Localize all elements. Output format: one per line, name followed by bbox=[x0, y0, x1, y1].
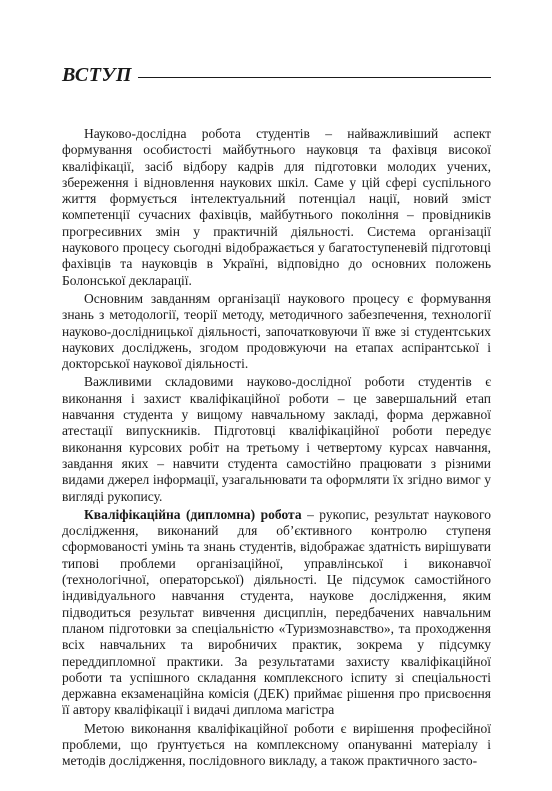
paragraph-text: – рукопис, результат наукового дослідження, виконаний для об’єктивного контролю ступеня сформованості умінь та знань студентів, відображає здатність вирішувати типові проблеми організаційної, управлінської і виконавчої (технологічної, операторської) діяльності. Це підсумок самостійного індивідуального навчання студента, наукове дослідження, яким підводиться результат вивчення дисциплін, передбачених навчальним планом підготовки за спеціальністю «Туризмознавство», та проходження всіх навчальних та виробничих практик, зокрема у підсумку переддипломної практики. За результатами захисту кваліфікаційної роботи та успішного складання комплексного іспиту зі спеціальності державна екзаменаційна комісія (ДЕК) приймає рішення про присвоєння її автору кваліфікації і видачі диплома магістра bbox=[62, 506, 491, 718]
paragraph-text: Науково-дослідна робота студентів – найважливіший аспект формування особистості майбутнього науковця та фахівця високої кваліфікації, засіб відбору кадрів для підготовки молодих учених, збереження і відновлення наукових шкіл. Саме у цій сфері суспільного життя формується інтелектуальний потенціал нації, новий зміст компетенції сучасних фахівців, майбутнього покоління – провідників прогресивних змін у практичній діяльності. Система організації наукового процесу сьогодні відображається у багатоступеневій підготовці фахівців та науковців в Україні, відповідно до основних положень Болонської декларації. bbox=[62, 126, 491, 288]
paragraph-goal bbox=[62, 721, 491, 770]
paragraph-main-task bbox=[62, 291, 491, 372]
paragraph-definition bbox=[62, 507, 491, 719]
defined-term: Кваліфікаційна (дипломна) робота bbox=[84, 506, 302, 522]
paragraph-intro bbox=[62, 126, 491, 289]
heading-row bbox=[62, 56, 491, 86]
paragraph-text: Основним завданням організації наукового процесу є формування знань з методології, теорії методу, методичного забезпечення, технології науково-дослідницької діяльності, започатковуючи її вже зі студентських наукових досліджень, згодом продовжуючи на етапах аспірантської і докторської наукової діяльності. bbox=[62, 290, 491, 372]
paragraph-text: Метою виконання кваліфікаційної роботи є вирішення професійної проблеми, що ґрунтується на комплексному опануванні матеріалу і методів дослідження, послідовного викладу, а також практичного засто- bbox=[62, 720, 491, 769]
paragraph-text: Важливими складовими науково-дослідної роботи студентів є виконання і захист кваліфікаційної роботи – це завершальний етап навчання студента у вищому навчальному закладі, форма державної атестації випускників. Підготовці кваліфікаційної роботи передує виконання курсових робіт на третьому і четвертому курсах навчання, завдання яких – навчити студента самостійно працювати з різними видами джерел інформації, узагальнювати та оформляти їх згідно вимог у вигляді рукопису. bbox=[62, 374, 491, 504]
page-title: ВСТУП bbox=[62, 64, 132, 86]
heading-rule bbox=[138, 77, 491, 78]
body-text bbox=[62, 126, 491, 770]
paragraph-components bbox=[62, 374, 491, 504]
